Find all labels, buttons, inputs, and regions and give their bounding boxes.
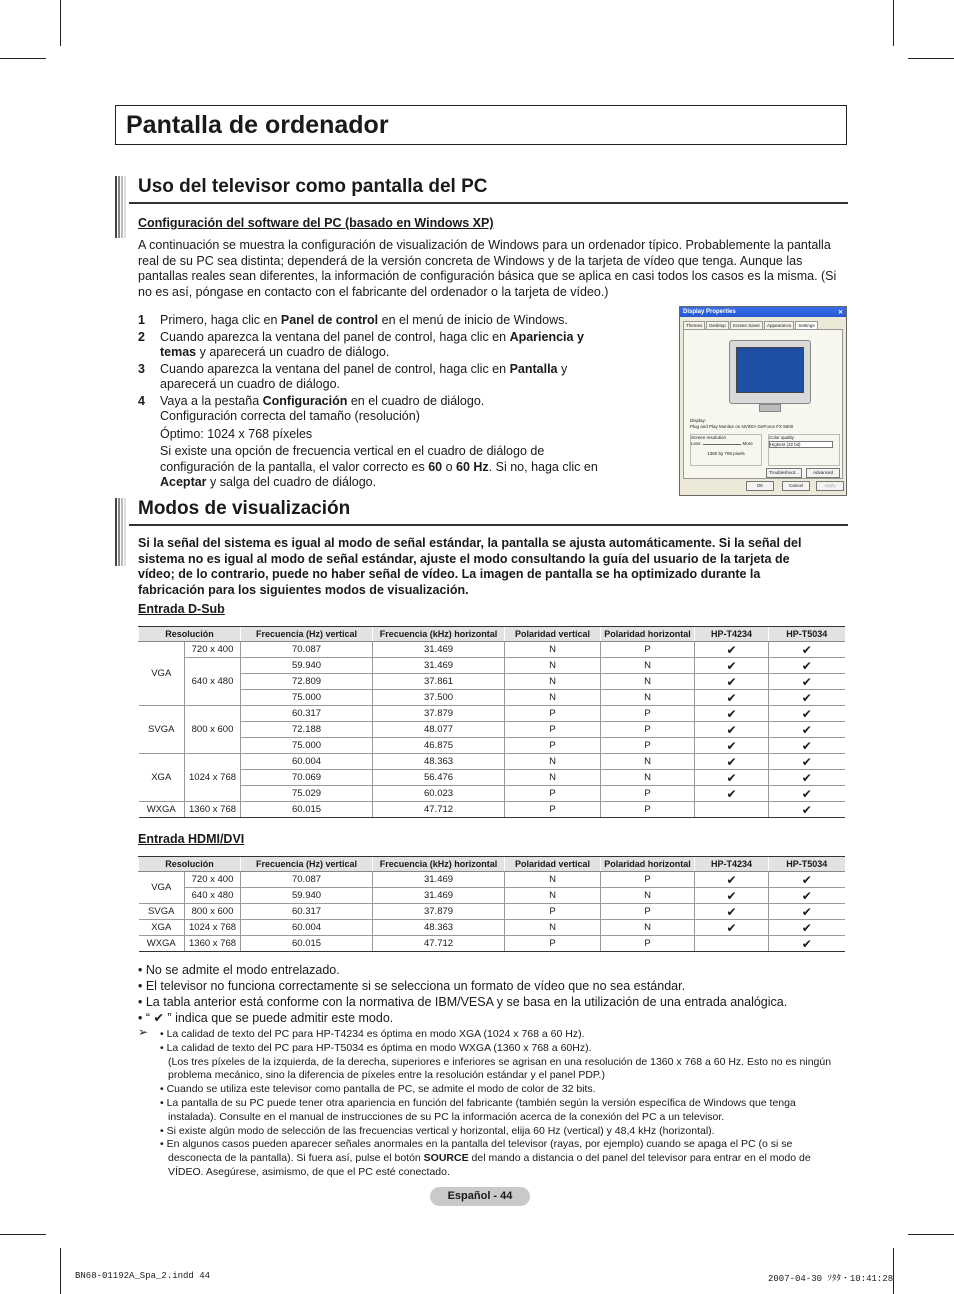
support-cell	[695, 706, 769, 722]
crop-mark	[0, 1234, 46, 1235]
step-detail	[160, 444, 618, 491]
step-text: . Si no, haga clic en	[488, 459, 598, 474]
quality-value: Highest (32 bit)	[770, 442, 801, 447]
check-icon: ✔	[801, 674, 812, 689]
value-cell: N	[505, 690, 601, 706]
check-icon: ✔	[801, 872, 812, 887]
value-cell: 31.469	[373, 872, 505, 888]
step-number: 4	[138, 393, 145, 408]
page-title: Pantalla de ordenador	[126, 111, 389, 139]
note-item: • Cuando se utiliza este televisor como pantalla de PC, se admite el modo de color de 32 bits.	[160, 1083, 596, 1096]
value-cell: 75.029	[241, 786, 373, 802]
value-cell: P	[601, 936, 695, 952]
settings-panel	[683, 329, 843, 479]
support-cell	[695, 722, 769, 738]
resolution-label: Screen resolution	[691, 435, 727, 440]
step-item	[138, 394, 618, 491]
support-cell	[769, 936, 845, 952]
close-icon: ✕	[837, 310, 843, 316]
section-title: Uso del televisor como pantalla del PC	[138, 176, 488, 197]
mode-cell: XGA	[139, 920, 185, 936]
note-text: • En algunos casos pueden aparecer señales anormales en la pantalla del televisor (rayas, por ejemplo) cuando se apaga el PC (o si se desconecta de la pantalla). Si fuera así, pulse el botón	[160, 1138, 793, 1165]
page-title-box	[115, 105, 847, 145]
value-cell: 70.087	[241, 872, 373, 888]
value-cell: 60.015	[241, 936, 373, 952]
mode-cell: SVGA	[139, 904, 185, 920]
table-row	[139, 674, 845, 690]
value-cell: P	[505, 738, 601, 754]
imprint-left: BN68-01192A_Spa_2.indd 44	[75, 1271, 211, 1281]
step-emphasis: 60	[428, 459, 443, 474]
resolution-cell: 640 x 480	[185, 888, 241, 904]
support-cell	[769, 722, 845, 738]
check-icon: ✔	[801, 904, 812, 919]
value-cell: P	[601, 738, 695, 754]
check-icon: ✔	[801, 690, 812, 705]
value-cell: 60.004	[241, 754, 373, 770]
value-cell: 72.188	[241, 722, 373, 738]
resolution-cell: 720 x 400	[185, 872, 241, 888]
note-item: • La pantalla de su PC puede tener otra apariencia en función del fabricante (también según la versión específica de Windows que tenga instalada). Consulte en el manual de instrucciones de su PC la información acerca de la conexión del PC a un televisor.	[160, 1096, 796, 1123]
value-cell: P	[601, 786, 695, 802]
step-text: en el menú de inicio de Windows.	[378, 313, 568, 327]
step-item	[138, 362, 618, 393]
value-cell: 31.469	[373, 658, 505, 674]
value-cell: P	[505, 786, 601, 802]
support-cell	[695, 674, 769, 690]
section-bar	[115, 498, 127, 566]
check-icon: ✔	[801, 658, 812, 673]
value-cell: N	[601, 690, 695, 706]
table-row	[139, 872, 845, 888]
value-cell: 46.875	[373, 738, 505, 754]
step-number: 3	[138, 361, 145, 376]
resolution-cell: 720 x 400	[185, 642, 241, 658]
value-cell: N	[601, 888, 695, 904]
value-cell: 60.023	[373, 786, 505, 802]
resolution-cell: 1024 x 768	[185, 920, 241, 936]
quality-select[interactable]	[769, 441, 833, 448]
value-cell: 70.069	[241, 770, 373, 786]
crop-mark	[60, 1248, 61, 1294]
value-cell: N	[505, 642, 601, 658]
value-cell: N	[505, 658, 601, 674]
check-icon: ✔	[726, 770, 737, 785]
value-cell: N	[505, 888, 601, 904]
value-cell: N	[505, 770, 601, 786]
column-header: Frecuencia (kHz) horizontal	[373, 627, 505, 642]
table-row	[139, 770, 845, 786]
step-text: y salga del cuadro de diálogo.	[206, 475, 377, 489]
mode-cell: XGA	[139, 754, 185, 802]
section-title: Modos de visualización	[138, 498, 351, 519]
crop-mark	[893, 1248, 894, 1294]
dialog-title: Display Properties	[683, 309, 736, 315]
bullet-item: • “ ✔ ” indica que se puede admitir este modo.	[138, 1011, 394, 1025]
note-item: • La calidad de texto del PC para HP-T4234 es óptima en modo XGA (1024 x 768 a 60 Hz).	[160, 1028, 585, 1040]
support-cell	[695, 872, 769, 888]
tab-themes[interactable]: Themes	[683, 321, 705, 330]
less-label: Less	[691, 441, 701, 446]
resolution-cell: 1360 x 768	[185, 802, 241, 818]
check-icon: ✔	[801, 754, 812, 769]
table-row	[139, 706, 845, 722]
step-item	[138, 313, 618, 329]
column-header: Resolución	[139, 857, 241, 872]
check-icon: ✔	[726, 690, 737, 705]
crop-mark	[908, 58, 954, 59]
check-icon: ✔	[726, 904, 737, 919]
note-continuation: (Los tres píxeles de la izquierda, de la derecha, superiores e inferiores se agrisan en una resolución de 1360 x 768 a 60 Hz. Esto no es ningún problema mecánico, sino la diferencia de píxeles entre la resolución estándar y el panel PDP.)	[168, 1055, 832, 1082]
table-row	[139, 738, 845, 754]
check-icon: ✔	[801, 802, 812, 817]
hdmi-table	[138, 856, 845, 952]
value-cell: 75.000	[241, 690, 373, 706]
support-cell	[769, 904, 845, 920]
display-properties-screenshot	[679, 306, 847, 496]
check-icon: ✔	[726, 872, 737, 887]
step-emphasis: Panel de control	[280, 313, 379, 327]
value-cell: 60.004	[241, 920, 373, 936]
column-header: Resolución	[139, 627, 241, 642]
check-icon: ✔	[726, 674, 737, 689]
value-cell: 59.940	[241, 658, 373, 674]
check-icon: ✔	[801, 642, 812, 657]
value-cell: 60.317	[241, 904, 373, 920]
support-cell	[695, 642, 769, 658]
resolution-group	[690, 434, 762, 466]
more-label: More	[742, 441, 753, 446]
check-icon: ✔	[726, 658, 737, 673]
step-detail: Óptimo: 1024 x 768 píxeles	[160, 426, 313, 441]
tab-desktop[interactable]: Desktop	[706, 321, 729, 330]
support-cell	[769, 786, 845, 802]
section-header-pc	[115, 176, 848, 206]
value-cell: 37.879	[373, 904, 505, 920]
mode-cell: SVGA	[139, 706, 185, 754]
value-cell: P	[601, 802, 695, 818]
display-label: Display:	[690, 418, 707, 423]
value-cell: 72.809	[241, 674, 373, 690]
resolution-cell: 1360 x 768	[185, 936, 241, 952]
check-icon: ✔	[801, 936, 812, 951]
step-item	[138, 330, 618, 361]
support-cell	[769, 888, 845, 904]
support-cell	[695, 754, 769, 770]
support-cell	[769, 674, 845, 690]
value-cell: 59.940	[241, 888, 373, 904]
column-header: Frecuencia (Hz) vertical	[241, 627, 373, 642]
modes-intro: Si la señal del sistema es igual al modo de señal estándar, la pantalla se ajusta automáticamente. Si la señal del sistema no es igual al modo de señal estándar, ajuste el modo consultando la guía del usuario de la tarjeta de vídeo; de lo contrario, puede no haber señal de vídeo. La imagen de pantalla se ha optimizado durante la fabricación para los siguientes modos de visualización.	[138, 536, 802, 597]
value-cell: 60.015	[241, 802, 373, 818]
value-cell: 56.476	[373, 770, 505, 786]
support-cell	[695, 786, 769, 802]
resolution-cell: 640 x 480	[185, 658, 241, 706]
value-cell: 31.469	[373, 642, 505, 658]
hdmi-title: Entrada HDMI/DVI	[138, 832, 245, 846]
section-rule	[129, 202, 848, 204]
table-row	[139, 722, 845, 738]
check-icon: ✔	[726, 754, 737, 769]
check-icon: ✔	[801, 786, 812, 801]
step-emphasis: Configuración	[262, 393, 348, 408]
support-cell	[769, 738, 845, 754]
value-cell: P	[505, 722, 601, 738]
check-icon: ✔	[801, 722, 812, 737]
value-cell: 37.879	[373, 706, 505, 722]
step-emphasis: Apariencia y temas	[160, 329, 584, 359]
support-cell	[769, 754, 845, 770]
check-icon: ✔	[726, 722, 737, 737]
table-header-row	[139, 857, 845, 872]
check-icon: ✔	[801, 770, 812, 785]
mode-cell: WXGA	[139, 936, 185, 952]
value-cell: 47.712	[373, 936, 505, 952]
value-cell: P	[601, 904, 695, 920]
mode-cell: VGA	[139, 872, 185, 904]
support-cell	[769, 690, 845, 706]
imprint-right: 2007-04-30 ｿﾀﾀ・10:41:28	[768, 1274, 894, 1284]
column-header: Polaridad horizontal	[601, 627, 695, 642]
column-header: Polaridad vertical	[505, 857, 601, 872]
note-emphasis: SOURCE	[423, 1152, 469, 1165]
mode-cell: WXGA	[139, 802, 185, 818]
note-item: • Si existe algún modo de selección de las frecuencias vertical y horizontal, elija 60 Hz (vertical) y 48,4 kHz (horizontal).	[160, 1124, 715, 1137]
check-icon: ✔	[801, 888, 812, 903]
value-cell: P	[505, 802, 601, 818]
tab-screen-saver[interactable]: Screen Saver	[730, 321, 763, 330]
check-icon: ✔	[726, 706, 737, 721]
support-cell	[695, 920, 769, 936]
note-arrow-icon: ➢	[138, 1025, 149, 1039]
step-number: 2	[138, 329, 145, 344]
resolution-value: 1360 by 768 pixels	[707, 451, 745, 456]
cancel-button[interactable]: Cancel	[782, 481, 810, 491]
support-cell	[695, 802, 769, 818]
resolution-cell: 1024 x 768	[185, 754, 241, 802]
value-cell: P	[505, 936, 601, 952]
value-cell: N	[505, 674, 601, 690]
quality-group	[768, 434, 840, 466]
value-cell: 48.363	[373, 754, 505, 770]
support-cell	[695, 904, 769, 920]
mode-cell: VGA	[139, 642, 185, 706]
support-cell	[769, 920, 845, 936]
step-text: Cuando aparezca la ventana del panel de control, haga clic en	[160, 329, 510, 344]
note-item: • La calidad de texto del PC para HP-T5034 es óptima en modo WXGA (1360 x 768 a 60Hz).	[160, 1041, 592, 1054]
value-cell: P	[601, 642, 695, 658]
table-row	[139, 642, 845, 658]
check-icon: ✔	[801, 738, 812, 753]
crop-mark	[60, 0, 61, 46]
value-cell: P	[601, 872, 695, 888]
table-row	[139, 904, 845, 920]
value-cell: N	[601, 754, 695, 770]
step-emphasis: 60 Hz	[456, 459, 489, 474]
value-cell: 47.712	[373, 802, 505, 818]
display-value: Plug and Play Monitor on NVIDIA GeForce FX 5600	[690, 424, 794, 429]
crop-mark	[893, 0, 894, 46]
support-cell	[769, 770, 845, 786]
value-cell: N	[505, 920, 601, 936]
note-item	[160, 1138, 843, 1179]
step-text: Vaya a la pestaña	[160, 393, 263, 408]
table-row	[139, 888, 845, 904]
table-row	[139, 690, 845, 706]
intro-paragraph: A continuación se muestra la configuración de visualización de Windows para un ordenador típico. Probablemente la pantalla real de su PC sea distinta; dependerá de la versión concreta de Windows y de la tarjeta de vídeo que tenga. Aunque las pantallas reales sean diferentes, la información de configuración básica que se aplica en casi todos los casos es la misma. (Si no es así, póngase en contacto con el fabricante del ordenador o la tarjeta de vídeo.)	[138, 238, 837, 299]
table-row	[139, 920, 845, 936]
support-cell	[769, 872, 845, 888]
value-cell: 48.077	[373, 722, 505, 738]
step-text: Cuando aparezca la ventana del panel de control, haga clic en	[160, 361, 510, 376]
table-row	[139, 786, 845, 802]
page-number-badge: Español - 44	[430, 1187, 530, 1206]
step-emphasis: Pantalla	[509, 361, 558, 376]
table-row	[139, 658, 845, 674]
value-cell: P	[601, 706, 695, 722]
section-header-modes	[115, 498, 848, 528]
check-icon: ✔	[801, 706, 812, 721]
value-cell: N	[601, 674, 695, 690]
subsection-title: Configuración del software del PC (basado en Windows XP)	[138, 216, 494, 230]
value-cell: P	[505, 706, 601, 722]
column-header: Polaridad horizontal	[601, 857, 695, 872]
monitor-stand	[759, 404, 781, 412]
support-cell	[695, 770, 769, 786]
value-cell: 37.500	[373, 690, 505, 706]
crop-mark	[0, 58, 46, 59]
step-text: y aparecerá un cuadro de diálogo.	[196, 345, 390, 359]
advanced-button[interactable]: Advanced	[806, 468, 840, 478]
resolution-slider[interactable]	[691, 441, 761, 446]
bullet-item: • No se admite el modo entrelazado.	[138, 963, 340, 977]
step-text: en el cuadro de diálogo.	[347, 393, 485, 408]
step-text: y aparecerá un cuadro de diálogo.	[160, 361, 568, 391]
bullet-list	[138, 962, 848, 1026]
notes-list	[138, 1025, 843, 1180]
column-header: Polaridad vertical	[505, 627, 601, 642]
dsub-title: Entrada D-Sub	[138, 602, 225, 616]
step-text: Si existe una opción de frecuencia vertical en el cuadro de diálogo de configuración de la pantalla, el valor correcto es	[160, 444, 545, 474]
section-rule	[129, 524, 848, 526]
steps-list	[138, 313, 618, 492]
column-header: HP-T4234	[695, 857, 769, 872]
table-header-row	[139, 627, 845, 642]
support-cell	[769, 802, 845, 818]
support-cell	[695, 936, 769, 952]
value-cell: N	[505, 872, 601, 888]
table-row	[139, 936, 845, 952]
value-cell: P	[505, 904, 601, 920]
apply-button[interactable]: Apply	[816, 481, 844, 491]
support-cell	[695, 658, 769, 674]
value-cell: 75.000	[241, 738, 373, 754]
value-cell: N	[601, 770, 695, 786]
check-icon: ✔	[726, 920, 737, 935]
monitor-icon	[729, 340, 811, 404]
monitor-screen	[736, 347, 804, 393]
column-header: Frecuencia (Hz) vertical	[241, 857, 373, 872]
value-cell: 70.087	[241, 642, 373, 658]
support-cell	[769, 642, 845, 658]
support-cell	[769, 658, 845, 674]
value-cell: N	[505, 754, 601, 770]
step-text: o	[442, 459, 457, 474]
check-icon: ✔	[726, 738, 737, 753]
support-cell	[695, 738, 769, 754]
value-cell: P	[601, 722, 695, 738]
dialog-titlebar	[680, 307, 846, 317]
step-text: Primero, haga clic en	[160, 313, 281, 327]
column-header: HP-T5034	[769, 627, 845, 642]
check-icon: ✔	[726, 786, 737, 801]
quality-label: Color quality	[769, 435, 795, 440]
value-cell: 31.469	[373, 888, 505, 904]
bullet-item: • La tabla anterior está conforme con la normativa de IBM/VESA y se basa en la utilización de una entrada analógica.	[138, 995, 788, 1009]
resolution-cell: 800 x 600	[185, 706, 241, 754]
ok-button[interactable]: OK	[746, 481, 774, 491]
step-detail: Configuración correcta del tamaño (resolución)	[160, 409, 420, 423]
bullet-item: • El televisor no funciona correctamente si se selecciona un formato de vídeo que no sea estándar.	[138, 979, 686, 993]
table-row	[139, 802, 845, 818]
support-cell	[695, 888, 769, 904]
check-icon: ✔	[726, 888, 737, 903]
value-cell: N	[601, 658, 695, 674]
value-cell: N	[601, 920, 695, 936]
support-cell	[695, 690, 769, 706]
tab-appearance[interactable]: Appearance	[764, 321, 794, 330]
note-text: del mando a distancia o del panel del televisor para entrar en el modo de VÍDEO. Asegúrese, asimismo, de que el PC esté conectado.	[168, 1152, 811, 1178]
troubleshoot-button[interactable]: Troubleshoot...	[766, 468, 802, 478]
column-header: HP-T5034	[769, 857, 845, 872]
support-cell	[769, 706, 845, 722]
tab-settings[interactable]: Settings	[795, 321, 817, 330]
value-cell: 37.861	[373, 674, 505, 690]
column-header: HP-T4234	[695, 627, 769, 642]
table-row	[139, 754, 845, 770]
section-bar	[115, 176, 127, 238]
resolution-cell: 800 x 600	[185, 904, 241, 920]
step-emphasis: Aceptar	[160, 475, 207, 489]
check-icon: ✔	[726, 642, 737, 657]
step-number: 1	[138, 313, 145, 327]
crop-mark	[908, 1234, 954, 1235]
check-icon: ✔	[801, 920, 812, 935]
dsub-table	[138, 626, 845, 818]
value-cell: 48.363	[373, 920, 505, 936]
value-cell: 60.317	[241, 706, 373, 722]
column-header: Frecuencia (kHz) horizontal	[373, 857, 505, 872]
